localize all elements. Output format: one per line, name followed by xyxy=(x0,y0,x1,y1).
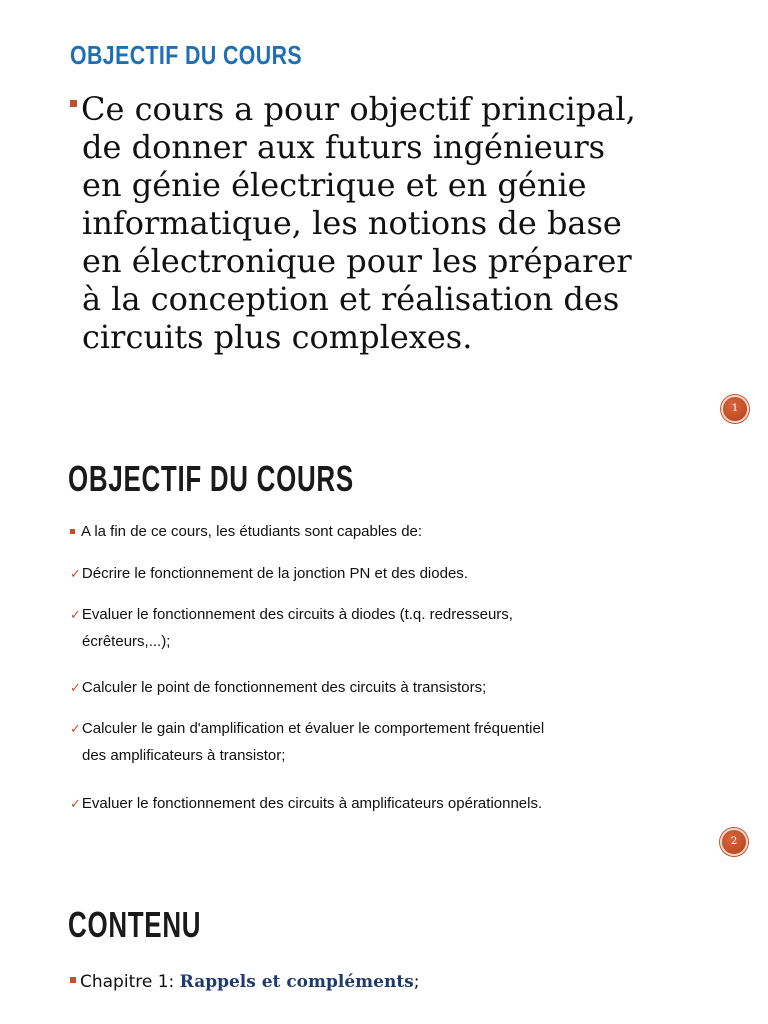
checkmark-icon: ✓ xyxy=(70,566,81,581)
page-number-badge: 2 xyxy=(720,828,748,856)
slide-1-title: OBJECTIF DU COURS xyxy=(70,40,303,70)
paragraph-line-3: en génie électrique et en génie xyxy=(82,166,587,204)
slide-2-title: OBJECTIF DU COURS xyxy=(68,458,354,499)
list-item-continuation: des amplificateurs à transistor; xyxy=(82,747,286,764)
square-bullet-icon xyxy=(70,100,77,107)
list-item: ✓Calculer le gain d'amplification et évaluer le comportement fréquentiel des amplificateurs à transistor; xyxy=(70,720,545,764)
list-item: ✓Evaluer le fonctionnement des circuits à amplificateurs opérationnels. xyxy=(70,795,543,812)
slide-2 xyxy=(0,440,768,870)
paragraph-line-2: de donner aux futurs ingénieurs xyxy=(82,128,606,166)
list-item: ✓Décrire le fonctionnement de la jonction PN et des diodes. xyxy=(70,565,468,582)
list-item-continuation: écrêteurs,...); xyxy=(82,633,171,650)
chapter-title: Rappels et compléments xyxy=(179,972,414,992)
square-bullet-icon xyxy=(70,977,76,983)
slide-3 xyxy=(0,870,768,1024)
slide-1 xyxy=(0,0,768,440)
objective-paragraph xyxy=(70,90,740,356)
paragraph-line-7: circuits plus complexes. xyxy=(82,318,473,356)
list-item: ✓Evaluer le fonctionnement des circuits à diodes (t.q. redresseurs, écrêteurs,...); xyxy=(70,606,513,650)
paragraph-line-1: Ce cours a pour objectif principal, xyxy=(70,90,740,128)
paragraph-line-5: en électronique pour les préparer xyxy=(82,242,632,280)
paragraph-line-6: à la conception et réalisation des xyxy=(82,280,620,318)
square-bullet-icon xyxy=(70,529,75,534)
checkmark-icon: ✓ xyxy=(70,721,81,736)
list-intro: A la fin de ce cours, les étudiants sont capables de: xyxy=(70,523,422,540)
checkmark-icon: ✓ xyxy=(70,680,81,695)
page-number-badge: 1 xyxy=(721,395,749,423)
chapter-item: Chapitre 1: Rappels et compléments; xyxy=(70,972,420,992)
checkmark-icon: ✓ xyxy=(70,796,81,811)
checkmark-icon: ✓ xyxy=(70,607,81,622)
list-item: ✓Calculer le point de fonctionnement des circuits à transistors; xyxy=(70,679,487,696)
paragraph-line-4: informatique, les notions de base xyxy=(82,204,622,242)
slide-3-title: CONTENU xyxy=(68,904,202,945)
